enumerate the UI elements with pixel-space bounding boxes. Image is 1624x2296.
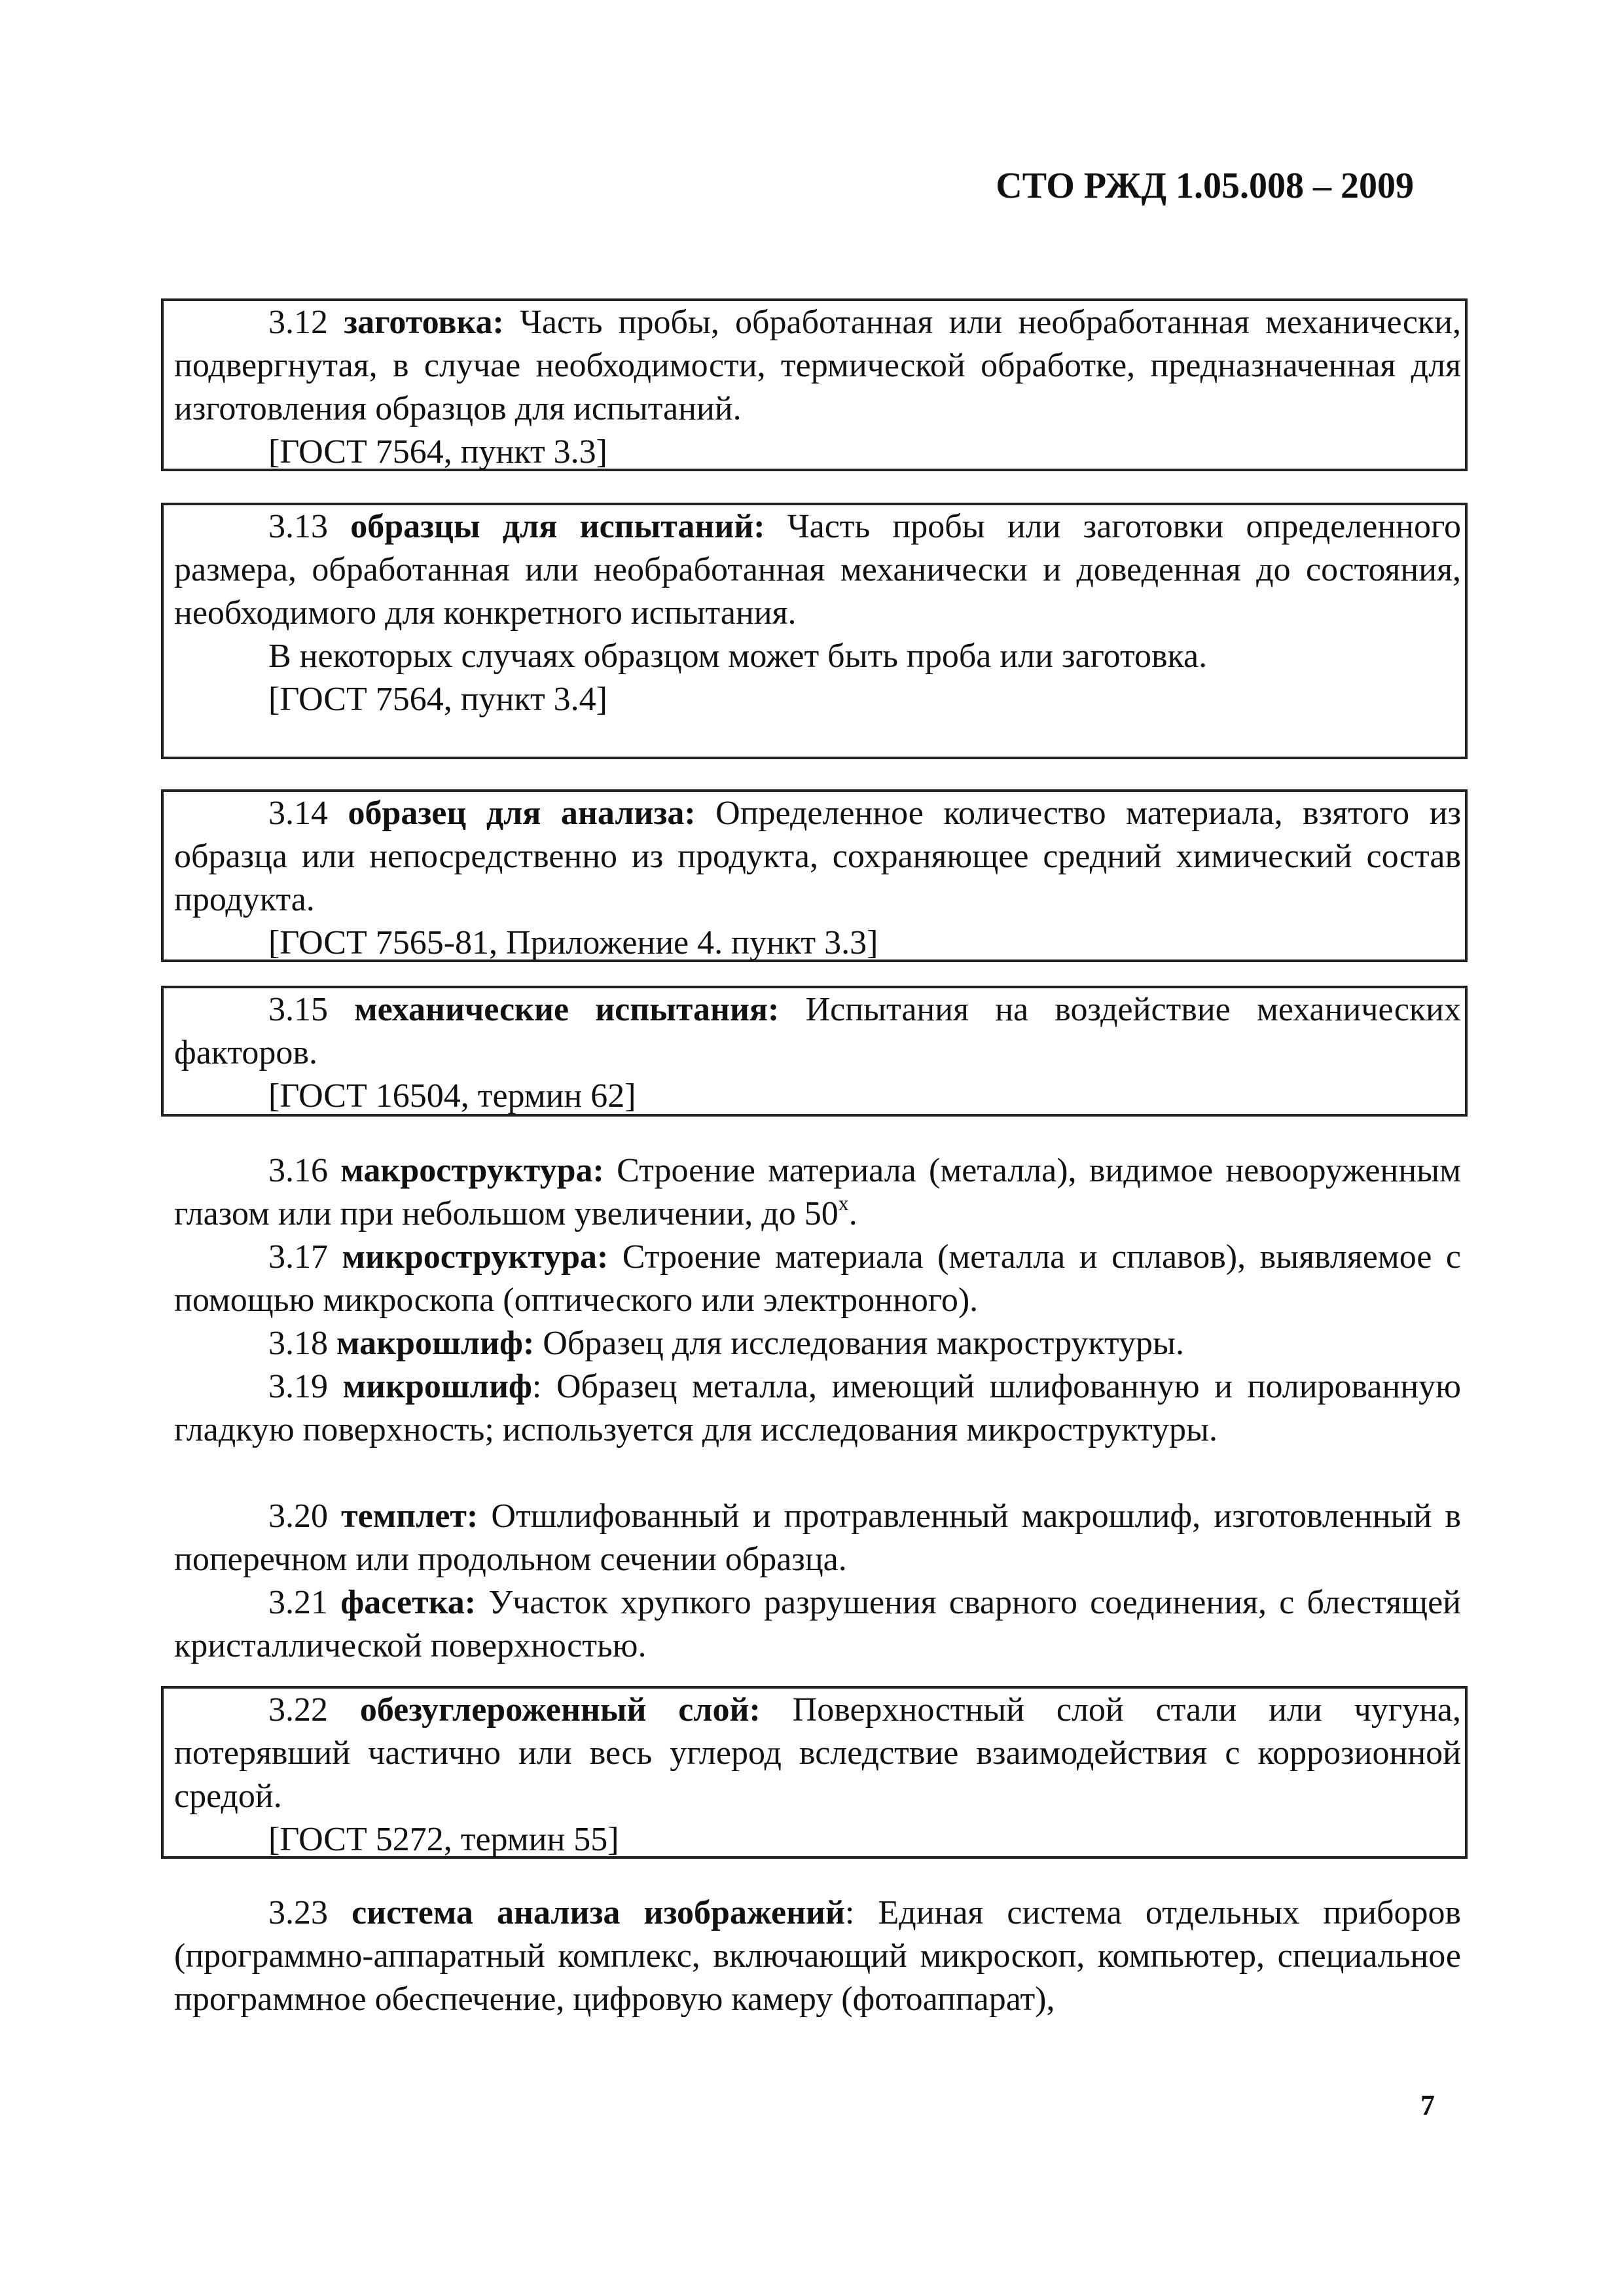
term-3-18: 3.18 макрошлиф: Образец для исследования макроструктуры.: [268, 1325, 1184, 1362]
term-definition: Часть пробы, обработанная или необработанная механически, подвергнутая, в случае необходимости, термической обработке, предназначенная для изготовления образцов для испытаний.: [174, 304, 1461, 427]
term-definition: Испытания на воздействие механических факторов.: [174, 991, 1461, 1071]
term-3-23: 3.23 система анализа изображений: Единая система отдельных приборов (программно-аппаратный комплекс, включающий микроскоп, компьютер, специальное программное обеспечение, цифровую камеру (фотоаппарат),: [174, 1894, 1461, 2018]
term-3-20: 3.20 темплет: Отшлифованный и протравленный макрошлиф, изготовленный в поперечном или продольном сечении образца.: [174, 1498, 1462, 1578]
term-definition: Часть пробы или заготовки определенного размера, обработанная или необработанная механически и доведенная до состояния, необходимого для конкретного испытания.: [174, 508, 1462, 632]
term-title: механические испытания:: [354, 991, 780, 1028]
term-definition: Образец для исследования макроструктуры.: [534, 1325, 1184, 1362]
page-number: 7: [1420, 2089, 1435, 2121]
term-source: [ГОСТ 7565-81, Приложение 4. пункт 3.3]: [268, 924, 878, 961]
term-definition: Строение материала (металла и сплавов), выявляемое с помощью микроскопа (оптического или электронного).: [174, 1238, 1461, 1319]
term-source: [ГОСТ 7564, пункт 3.4]: [268, 681, 607, 718]
term-definition: : Образец металла, имеющий шлифованную и полированную гладкую поверхность; используется для исследования микроструктуры.: [174, 1368, 1461, 1448]
term-source: [ГОСТ 7564, пункт 3.3]: [268, 433, 607, 471]
term-definition: Строение материала (металла), видимое невооруженным глазом или при небольшом увеличении, до 50: [174, 1152, 1461, 1232]
term-title: микроструктура:: [342, 1238, 609, 1276]
term-title: фасетка:: [340, 1584, 477, 1621]
term-definition: Участок хрупкого разрушения сварного соединения, с блестящей кристаллической поверхностью.: [174, 1584, 1461, 1664]
term-title: образцы для испытаний:: [350, 508, 765, 545]
term-3-22: 3.22 обезуглероженный слой: Поверхностный слой стали или чугуна, потерявший частично или весь углерод вследствие взаимодействия с коррозионной средой.: [174, 1691, 1462, 1815]
superscript: х: [838, 1191, 849, 1215]
term-title: обезуглероженный слой:: [359, 1691, 761, 1729]
term-3-21: 3.21 фасетка: Участок хрупкого разрушения сварного соединения, с блестящей кристаллической поверхностью.: [174, 1584, 1461, 1664]
term-note: В некоторых случаях образцом может быть проба или заготовка.: [268, 637, 1208, 675]
term-3-14: 3.14 образец для анализа: Определенное количество материала, взятого из образца или непосредственно из продукта, сохраняющее средний химический состав продукта.: [174, 795, 1461, 918]
term-3-15: 3.15 механические испытания: Испытания на воздействие механических факторов.: [174, 991, 1461, 1071]
term-title: микрошлиф: [342, 1368, 532, 1405]
term-title: система анализа изображений: [352, 1894, 845, 1931]
term-3-19: 3.19 микрошлиф: Образец металла, имеющий шлифованную и полированную гладкую поверхность; используется для исследования микроструктуры.: [174, 1368, 1461, 1448]
term-title: темплет:: [341, 1498, 478, 1535]
term-3-12: 3.12 заготовка: Часть пробы, обработанная или необработанная механически, подвергнутая, в случае необходимости, термической обработке, предназначенная для изготовления образцов для испытаний.: [174, 304, 1461, 427]
term-source: [ГОСТ 5272, термин 55]: [268, 1821, 619, 1858]
document-code: СТО РЖД 1.05.008 – 2009: [996, 166, 1414, 206]
term-definition: : Единая система отдельных приборов (программно-аппаратный комплекс, включающий микроскоп, компьютер, специальное программное обеспечение, цифровую камеру (фотоаппарат),: [174, 1894, 1461, 2018]
term-definition: Определенное количество материала, взятого из образца или непосредственно из продукта, сохраняющее средний химический состав продукта.: [174, 795, 1461, 918]
term-title: макроструктура:: [340, 1152, 604, 1189]
term-title: заготовка:: [344, 304, 504, 341]
term-definition: Поверхностный слой стали или чугуна, потерявший частично или весь углерод вследствие взаимодействия с коррозионной средой.: [174, 1691, 1462, 1815]
term-3-17: 3.17 микроструктура: Строение материала (металла и сплавов), выявляемое с помощью микроскопа (оптического или электронного).: [174, 1238, 1461, 1319]
term-3-13: 3.13 образцы для испытаний: Часть пробы или заготовки определенного размера, обработанная или необработанная механически и доведенная до состояния, необходимого для конкретного испытания.: [174, 508, 1462, 632]
term-definition: Отшлифованный и протравленный макрошлиф, изготовленный в поперечном или продольном сечении образца.: [174, 1498, 1462, 1578]
term-source: [ГОСТ 16504, термин 62]: [268, 1077, 636, 1115]
term-title: образец для анализа:: [348, 795, 696, 832]
term-title: макрошлиф:: [336, 1325, 535, 1362]
term-3-16: 3.16 макроструктура: Строение материала (металла), видимое невооруженным глазом или при небольшом увеличении, до $50^х$.: [174, 1152, 1461, 1232]
